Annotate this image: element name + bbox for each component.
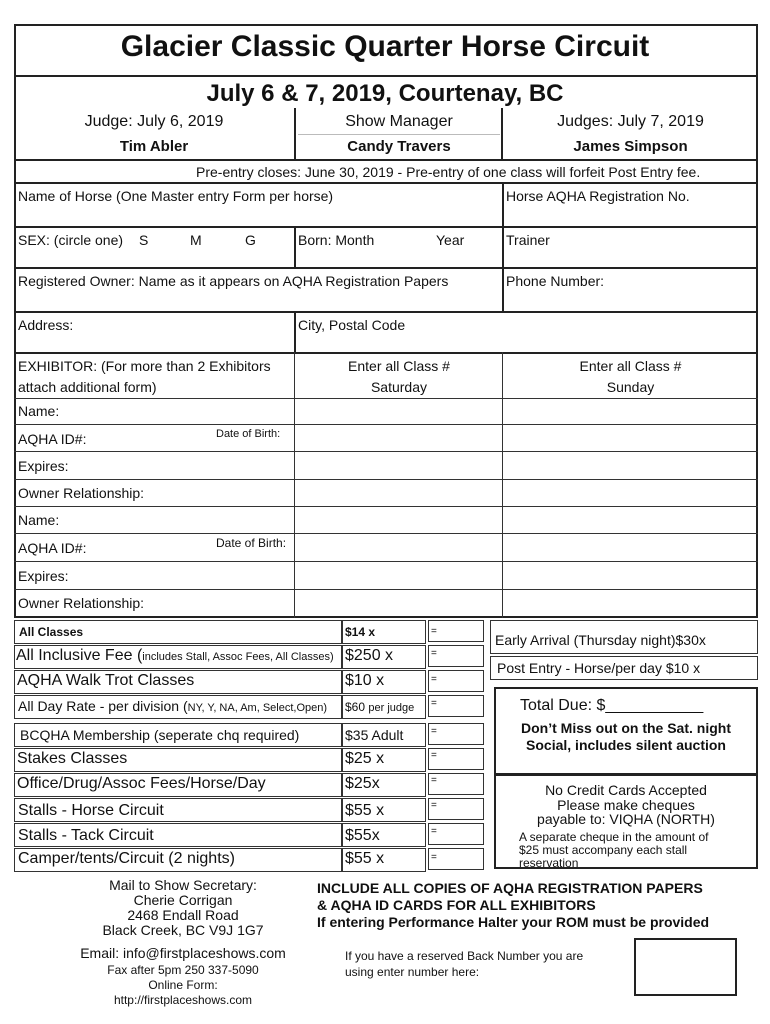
exhibitor2-name-label: Name: — [18, 512, 60, 528]
fee-price: $55x — [345, 827, 380, 844]
phone-label: Phone Number: — [506, 273, 605, 289]
sunday-label-line1: Enter all Class # — [579, 358, 682, 374]
sex-label: SEX: (circle one) — [18, 232, 124, 248]
judge2-name: James Simpson — [573, 138, 688, 155]
exhibitor2-expires-label: Expires: — [18, 568, 69, 584]
aqha-registration-label: Horse AQHA Registration No. — [506, 188, 690, 204]
preentry-note: Pre-entry closes: June 30, 2019 - Pre-entry of one class will forfeit Post Entry fee. — [196, 164, 701, 180]
fee-label: All Classes — [19, 625, 84, 639]
stall-cheque-note-line2: $25 must accompany each stall — [519, 843, 688, 857]
exhibitor1-owner-relationship-label: Owner Relationship: — [18, 485, 145, 501]
divider — [501, 108, 503, 160]
address-label: Address: — [18, 317, 74, 333]
mail-line3: 2468 Endall Road — [127, 907, 239, 923]
fee-label: All Inclusive Fee (includes Stall, Assoc Fees, All Classes) — [16, 647, 334, 664]
form-title: Glacier Classic Quarter Horse Circuit — [120, 30, 650, 63]
fee-label: Office/Drug/Assoc Fees/Horse/Day — [17, 775, 266, 792]
equals-sign: = — [431, 698, 437, 709]
fee-price: $14 x — [345, 625, 376, 639]
divider — [502, 267, 504, 311]
divider — [502, 226, 504, 268]
mail-line1: Mail to Show Secretary: — [109, 877, 257, 893]
divider — [14, 589, 758, 590]
fee-price: $10 x — [345, 672, 385, 689]
fee-label: All Day Rate - per division (NY, Y, NA, Am, Select,Open) — [18, 698, 328, 714]
social-note-line1: Don’t Miss out on the Sat. night — [521, 720, 731, 736]
exhibitor-label-line1: EXHIBITOR: (For more than 2 Exhibitors — [18, 358, 271, 374]
mail-line4: Black Creek, BC V9J 1G7 — [102, 922, 264, 938]
judge2-label: Judges: July 7, 2019 — [557, 113, 704, 130]
born-year-label: Year — [436, 232, 465, 248]
fee-label: Camper/tents/Circuit (2 nights) — [18, 850, 235, 867]
exhibitor1-name-label: Name: — [18, 403, 60, 419]
exhibitor1-dob-label: Date of Birth: — [216, 428, 281, 440]
fee-label: Stalls - Horse Circuit — [18, 802, 164, 819]
back-number-field[interactable] — [634, 938, 737, 996]
divider — [14, 159, 758, 161]
exhibitor2-dob-label: Date of Birth: — [216, 536, 287, 550]
exhibitor-label-line2: attach additional form) — [18, 379, 157, 395]
equals-sign: = — [431, 750, 437, 761]
online-form-label: Online Form: — [148, 978, 218, 992]
email-line: Email: info@firstplaceshows.com — [80, 945, 286, 961]
fee-price: $60 per judge — [345, 700, 415, 714]
divider — [502, 182, 504, 226]
manager-label: Show Manager — [345, 113, 453, 130]
entry-form-grid — [14, 182, 758, 618]
judge1-name: Tim Abler — [119, 138, 189, 155]
divider — [14, 226, 758, 228]
divider — [14, 398, 758, 399]
social-note-line2: Social, includes silent auction — [526, 737, 726, 753]
sex-option-m[interactable]: M — [190, 232, 202, 248]
stall-cheque-note-line1: A separate cheque in the amount of — [519, 830, 709, 844]
cheques-note-line2: payable to: VIQHA (NORTH) — [537, 811, 715, 827]
divider — [294, 352, 295, 618]
sex-option-s[interactable]: S — [139, 232, 149, 248]
mail-line2: Cherie Corrigan — [133, 892, 233, 908]
divider — [294, 226, 296, 268]
divider — [14, 506, 758, 507]
exhibitor1-expires-label: Expires: — [18, 458, 69, 474]
exhibitor2-owner-relationship-label: Owner Relationship: — [18, 595, 145, 611]
back-number-line2: using enter number here: — [345, 965, 480, 979]
fee-price: $55 x — [345, 850, 385, 867]
city-postal-label: City, Postal Code — [298, 317, 406, 333]
divider — [14, 352, 758, 354]
form-subtitle: July 6 & 7, 2019, Courtenay, BC — [206, 80, 564, 107]
fee-label: Stakes Classes — [17, 750, 128, 767]
horse-name-label: Name of Horse (One Master entry Form per horse) — [18, 188, 334, 204]
fee-price: $250 x — [345, 647, 394, 664]
fax-line: Fax after 5pm 250 337-5090 — [107, 963, 259, 977]
divider — [14, 533, 758, 534]
total-due-label: Total Due: $___________ — [520, 697, 704, 714]
saturday-label-line1: Enter all Class # — [348, 358, 450, 374]
post-entry-label: Post Entry - Horse/per day $10 x — [497, 660, 701, 676]
include-notice-line1: INCLUDE ALL COPIES OF AQHA REGISTRATION PAPERS — [317, 880, 703, 896]
equals-sign: = — [431, 726, 437, 737]
divider — [14, 479, 758, 480]
website-url[interactable]: http://firstplaceshows.com — [113, 993, 253, 1007]
fee-price: $55 x — [345, 802, 385, 819]
fee-price: $25x — [345, 775, 380, 792]
equals-sign: = — [431, 775, 437, 786]
fee-label: AQHA Walk Trot Classes — [17, 672, 195, 689]
trainer-label: Trainer — [506, 232, 550, 248]
fee-label: BCQHA Membership (seperate chq required) — [20, 727, 300, 743]
fee-label: Stalls - Tack Circuit — [18, 827, 154, 844]
divider — [14, 75, 758, 77]
equals-sign: = — [431, 826, 437, 837]
include-notice-line2: & AQHA ID CARDS FOR ALL EXHIBITORS — [317, 897, 596, 913]
divider — [14, 451, 758, 452]
exhibitor1-aqha-id-label: AQHA ID#: — [18, 431, 87, 447]
divider — [294, 108, 296, 160]
sex-option-g[interactable]: G — [245, 232, 256, 248]
back-number-line1: If you have a reserved Back Number you are — [345, 949, 584, 963]
divider — [14, 561, 758, 562]
divider — [14, 424, 758, 425]
early-arrival-label: Early Arrival (Thursday night)$30x — [495, 632, 706, 648]
exhibitor2-aqha-id-label: AQHA ID#: — [18, 540, 87, 556]
fee-price: $35 Adult — [345, 727, 404, 743]
saturday-label-line2: Saturday — [370, 379, 428, 395]
registered-owner-label: Registered Owner: Name as it appears on AQHA Registration Papers — [18, 273, 449, 289]
no-credit-note: No Credit Cards Accepted — [545, 782, 707, 798]
divider — [502, 352, 503, 618]
equals-sign: = — [431, 626, 437, 637]
sunday-label-line2: Sunday — [606, 379, 655, 395]
divider — [294, 311, 296, 353]
equals-sign: = — [431, 852, 437, 863]
fee-price: $25 x — [345, 750, 385, 767]
equals-sign: = — [431, 800, 437, 811]
stall-cheque-note-line3: reservation — [519, 856, 579, 870]
divider — [14, 311, 758, 313]
equals-sign: = — [431, 674, 437, 685]
cheques-note-line1: Please make cheques — [557, 797, 695, 813]
equals-sign: = — [431, 648, 437, 659]
manager-name: Candy Travers — [347, 138, 451, 155]
include-notice-line3: If entering Performance Halter your ROM must be provided — [317, 914, 710, 930]
divider — [14, 267, 758, 269]
judge1-label: Judge: July 6, 2019 — [84, 113, 224, 130]
divider — [298, 134, 500, 135]
born-month-label: Born: Month — [298, 232, 375, 248]
